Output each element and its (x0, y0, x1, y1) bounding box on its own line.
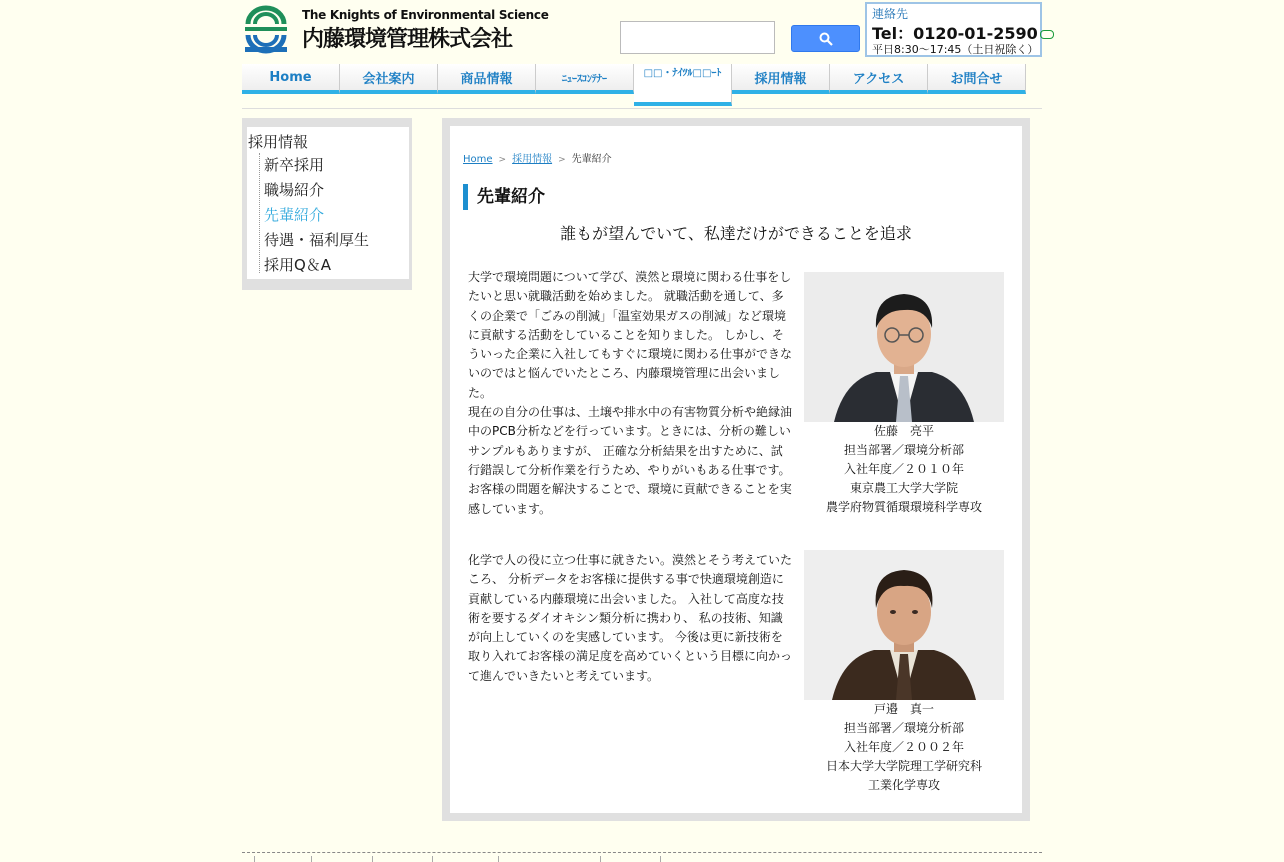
nav-label: □□・ﾅｲﾂﾙ□□ｰﾄ (643, 68, 722, 79)
catch-phrase: 誰もが望んでいて、私達だけができることを追求 (560, 224, 912, 243)
nav-label: ﾆｭｰｽｺﾝﾃﾅｰ (562, 73, 607, 85)
nav-knights-report[interactable] (634, 64, 732, 106)
nav-access[interactable] (830, 64, 928, 94)
senior-2-department: 担当部署／環境分析部 (843, 721, 964, 735)
contact-title: 連絡先 (872, 7, 909, 21)
footer-divider (242, 852, 1042, 853)
senior-1-major: 農学府物質循環環境科学専攻 (825, 500, 982, 514)
footer-link-separator (254, 856, 255, 862)
main-content (450, 126, 1022, 813)
nav-news[interactable] (536, 64, 634, 94)
sidebar-menu (247, 127, 409, 279)
nav-label: 商品情報 (460, 71, 513, 87)
sidebar (242, 118, 412, 290)
senior-2-paragraph-1: 化学で人の役に立つ仕事に就きたい。漠然とそう考えていたころ、 分析データをお客様に提供する事で快適環境創造に貢献している内藤環境に出会いました。 入社して高度な技術を要するダイオキシン類分析に携わり、 私の技術、知識が向上していくのを実感しています。 今後は更に新技術を取り入れてお客様の満足度を高めていくという目標に向かって進んでいきたいと考えています。 (468, 553, 793, 683)
freedial-icon (1040, 30, 1054, 39)
search-button[interactable] (791, 25, 860, 52)
main-content-frame (442, 118, 1030, 821)
nav-label: お問合せ (950, 71, 1003, 87)
footer-link-separator (660, 856, 661, 862)
contact-tel-number: Tel：0120-01-2590 (872, 24, 1038, 43)
nav-label: Home (269, 69, 312, 85)
senior-2-join-year: 入社年度／２００２年 (843, 740, 964, 754)
sidebar-item-seniors[interactable]: 先輩紹介 (264, 206, 325, 224)
breadcrumb (463, 150, 612, 165)
global-nav (242, 64, 1042, 109)
sidebar-heading[interactable]: 採用情報 (248, 133, 309, 151)
senior-2-text (468, 551, 794, 686)
senior-1-department: 担当部署／環境分析部 (843, 443, 964, 457)
nav-products[interactable] (438, 64, 536, 94)
senior-1-photo (804, 272, 1004, 422)
sidebar-tree-line (259, 153, 261, 273)
senior-1-paragraph-1: 大学で環境問題について学び、漠然と環境に関わる仕事をしたいと思い就職活動を始めました。 就職活動を通して、多くの企業で「ごみの削減」「温室効果ガスの削減」など環境に貢献する活動をしていることを知りました。 しかし、そういった企業に入社してもすぐに環境に関わる仕事ができないのではと悩んでいたところ、内藤環境管理に出会いました。 (468, 270, 793, 400)
breadcrumb-recruit-link[interactable]: 採用情報 (512, 154, 553, 165)
footer-link-separator (432, 856, 433, 862)
senior-2-photo (804, 550, 1004, 700)
senior-1-portrait-image (804, 272, 1004, 422)
logo-english-text: The Knights of Environmental Science (302, 8, 549, 22)
senior-2-portrait-image (804, 550, 1004, 700)
footer-link-separator (311, 856, 312, 862)
senior-1-profile (804, 422, 1004, 517)
search-icon (819, 32, 833, 46)
senior-2-name: 戸邉 真一 (873, 702, 934, 716)
nav-company[interactable] (340, 64, 438, 94)
company-logo-icon[interactable] (242, 2, 290, 58)
senior-1-school: 東京農工大学大学院 (849, 481, 958, 495)
nav-label: 会社案内 (362, 71, 415, 87)
senior-2-major: 工業化学専攻 (867, 778, 940, 792)
nav-home[interactable] (242, 64, 340, 94)
page-title: 先輩紹介 (463, 184, 545, 210)
footer-link-separator (372, 856, 373, 862)
nav-label: 採用情報 (754, 71, 807, 87)
page (242, 0, 1042, 861)
senior-1-join-year: 入社年度／２０１０年 (843, 462, 964, 476)
breadcrumb-separator-icon: > (498, 155, 507, 165)
senior-2-school: 日本大学大学院理工学研究科 (825, 759, 982, 773)
sidebar-item-new-graduate[interactable]: 新卒採用 (264, 156, 325, 174)
contact-hours: 平日8:30～17:45（土日祝除く） (872, 43, 1039, 56)
logo-company-name[interactable]: 内藤環境管理株式会社 (302, 27, 513, 52)
sidebar-item-workplace[interactable]: 職場紹介 (264, 181, 325, 199)
breadcrumb-home-link[interactable]: Home (463, 154, 493, 165)
search-input[interactable] (620, 21, 775, 54)
breadcrumb-current: 先輩紹介 (571, 154, 612, 165)
nav-contact[interactable] (928, 64, 1026, 94)
breadcrumb-separator-icon: > (558, 155, 566, 165)
senior-2-profile (804, 700, 1004, 795)
sidebar-item-benefits[interactable]: 待遇・福利厚生 (264, 231, 370, 249)
header (242, 0, 1042, 62)
footer-link-separator (498, 856, 499, 862)
nav-label: アクセス (852, 71, 905, 87)
nav-recruit[interactable] (732, 64, 830, 94)
contact-box (865, 2, 1042, 57)
sidebar-item-qa[interactable]: 採用Q＆A (264, 256, 332, 274)
senior-1-name: 佐藤 亮平 (873, 424, 934, 438)
senior-1-paragraph-2: 現在の自分の仕事は、土壌や排水中の有害物質分析や絶縁油中のPCB分析などを行っています。ときには、分析の難しいサンプルもありますが、 正確な分析結果を出すために、試行錯誤して分析作業を行うため、やりがいもある仕事です。 お客様の問題を解決することで、環境に貢献できることを実感しています。 (468, 405, 793, 516)
footer-link-separator (600, 856, 601, 862)
senior-1-text (468, 268, 794, 519)
